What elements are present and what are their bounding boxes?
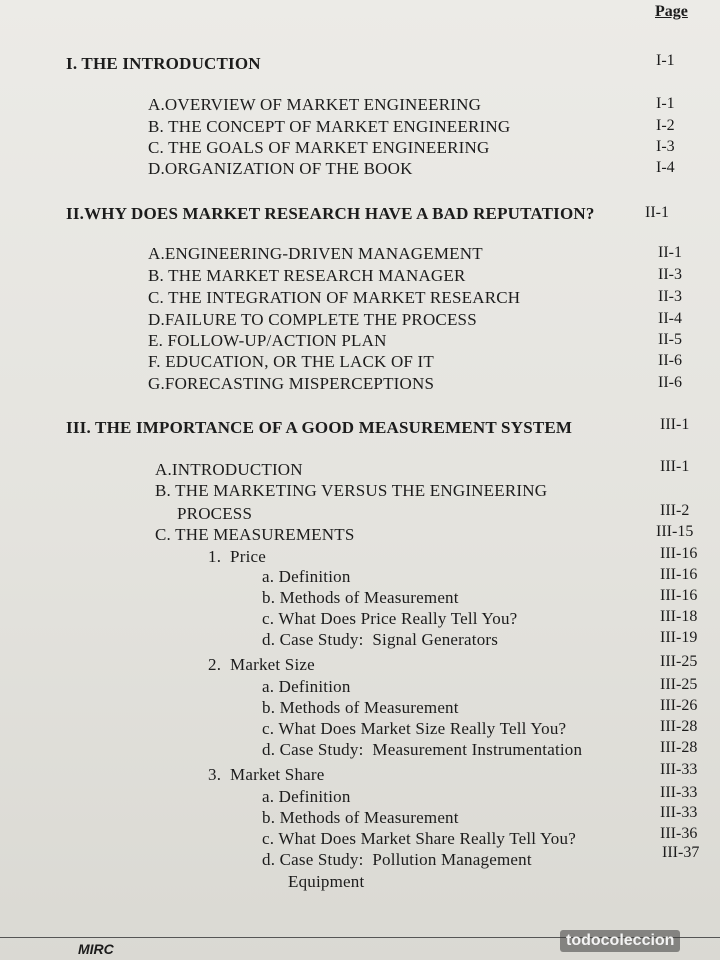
toc-page: III-28 <box>660 739 698 756</box>
toc-page: III-33 <box>660 761 698 778</box>
toc-entry: G.FORECASTING MISPERCEPTIONS <box>148 374 435 393</box>
toc-entry: A.OVERVIEW OF MARKET ENGINEERING <box>148 95 482 114</box>
toc-page: III-16 <box>660 587 698 604</box>
toc-subentry: 2. Market Size <box>208 655 315 674</box>
toc-entry: F. EDUCATION, OR THE LACK OF IT <box>148 352 434 371</box>
toc-entry: C. THE INTEGRATION OF MARKET RESEARCH <box>148 288 521 307</box>
toc-subentry: d. Case Study: Pollution Management <box>262 850 532 869</box>
toc-page: II-3 <box>658 288 682 305</box>
toc-entry: B. THE CONCEPT OF MARKET ENGINEERING <box>148 117 511 136</box>
toc-page: III-19 <box>660 629 698 646</box>
toc-page: II-6 <box>658 374 682 391</box>
toc-subentry: 1. Price <box>208 547 266 566</box>
toc-page: III-16 <box>660 545 698 562</box>
section-page: II-1 <box>645 204 669 221</box>
toc-entry: C. THE GOALS OF MARKET ENGINEERING <box>148 138 490 157</box>
section-title: III. THE IMPORTANCE OF A GOOD MEASUREMENT SYSTEM <box>66 418 573 437</box>
toc-page: III-25 <box>660 653 698 670</box>
toc-entry-continuation: Equipment <box>288 872 365 891</box>
section-title: I. THE INTRODUCTION <box>66 54 261 73</box>
toc-page: III-33 <box>660 804 698 821</box>
toc-page: III-37 <box>662 844 700 861</box>
toc-page: II-5 <box>658 331 682 348</box>
toc-page: II-6 <box>658 352 682 369</box>
toc-page: II-3 <box>658 266 682 283</box>
toc-entry: C. THE MEASUREMENTS <box>155 525 355 544</box>
toc-page: I-2 <box>656 117 675 134</box>
toc-subentry: 3. Market Share <box>208 765 325 784</box>
toc-page: I-4 <box>656 159 675 176</box>
toc-page: III-36 <box>660 825 698 842</box>
toc-subentry: c. What Does Price Really Tell You? <box>262 609 518 628</box>
toc-page: III-2 <box>660 502 690 519</box>
toc-entry-continuation: PROCESS <box>177 504 253 523</box>
toc-page: III-16 <box>660 566 698 583</box>
footer-label: MIRC <box>78 941 114 957</box>
toc-subentry: b. Methods of Measurement <box>262 808 459 827</box>
page-column-label: Page <box>655 3 688 20</box>
watermark: todocoleccion <box>560 930 680 952</box>
section-page: I-1 <box>656 52 675 69</box>
toc-entry: B. THE MARKETING VERSUS THE ENGINEERING <box>155 481 548 500</box>
toc-entry: A.ENGINEERING-DRIVEN MANAGEMENT <box>148 244 483 263</box>
toc-subentry: c. What Does Market Share Really Tell You? <box>262 829 576 848</box>
toc-subentry: d. Case Study: Signal Generators <box>262 630 499 649</box>
toc-page: II-1 <box>658 244 682 261</box>
section-page: III-1 <box>660 416 690 433</box>
toc-entry: D.ORGANIZATION OF THE BOOK <box>148 159 413 178</box>
section-title: II.WHY DOES MARKET RESEARCH HAVE A BAD REPUTATION? <box>66 204 595 223</box>
toc-page: I-1 <box>656 95 675 112</box>
toc-subentry: d. Case Study: Measurement Instrumentation <box>262 740 583 759</box>
toc-subentry: c. What Does Market Size Really Tell You? <box>262 719 567 738</box>
toc-subentry: a. Definition <box>262 567 351 586</box>
toc-page: III-15 <box>656 523 694 540</box>
toc-page: III-18 <box>660 608 698 625</box>
toc-page: III-26 <box>660 697 698 714</box>
toc-entry: E. FOLLOW-UP/ACTION PLAN <box>148 331 387 350</box>
toc-page: II-4 <box>658 310 682 327</box>
toc-page: III-28 <box>660 718 698 735</box>
toc-entry: B. THE MARKET RESEARCH MANAGER <box>148 266 466 285</box>
toc-page: III-33 <box>660 784 698 801</box>
toc-page: III-1 <box>660 458 690 475</box>
toc-entry: A.INTRODUCTION <box>155 460 303 479</box>
toc-page: III-25 <box>660 676 698 693</box>
toc-entry: D.FAILURE TO COMPLETE THE PROCESS <box>148 310 477 329</box>
toc-page: I-3 <box>656 138 675 155</box>
toc-subentry: a. Definition <box>262 677 351 696</box>
toc-subentry: a. Definition <box>262 787 351 806</box>
toc-subentry: b. Methods of Measurement <box>262 588 459 607</box>
toc-subentry: b. Methods of Measurement <box>262 698 459 717</box>
